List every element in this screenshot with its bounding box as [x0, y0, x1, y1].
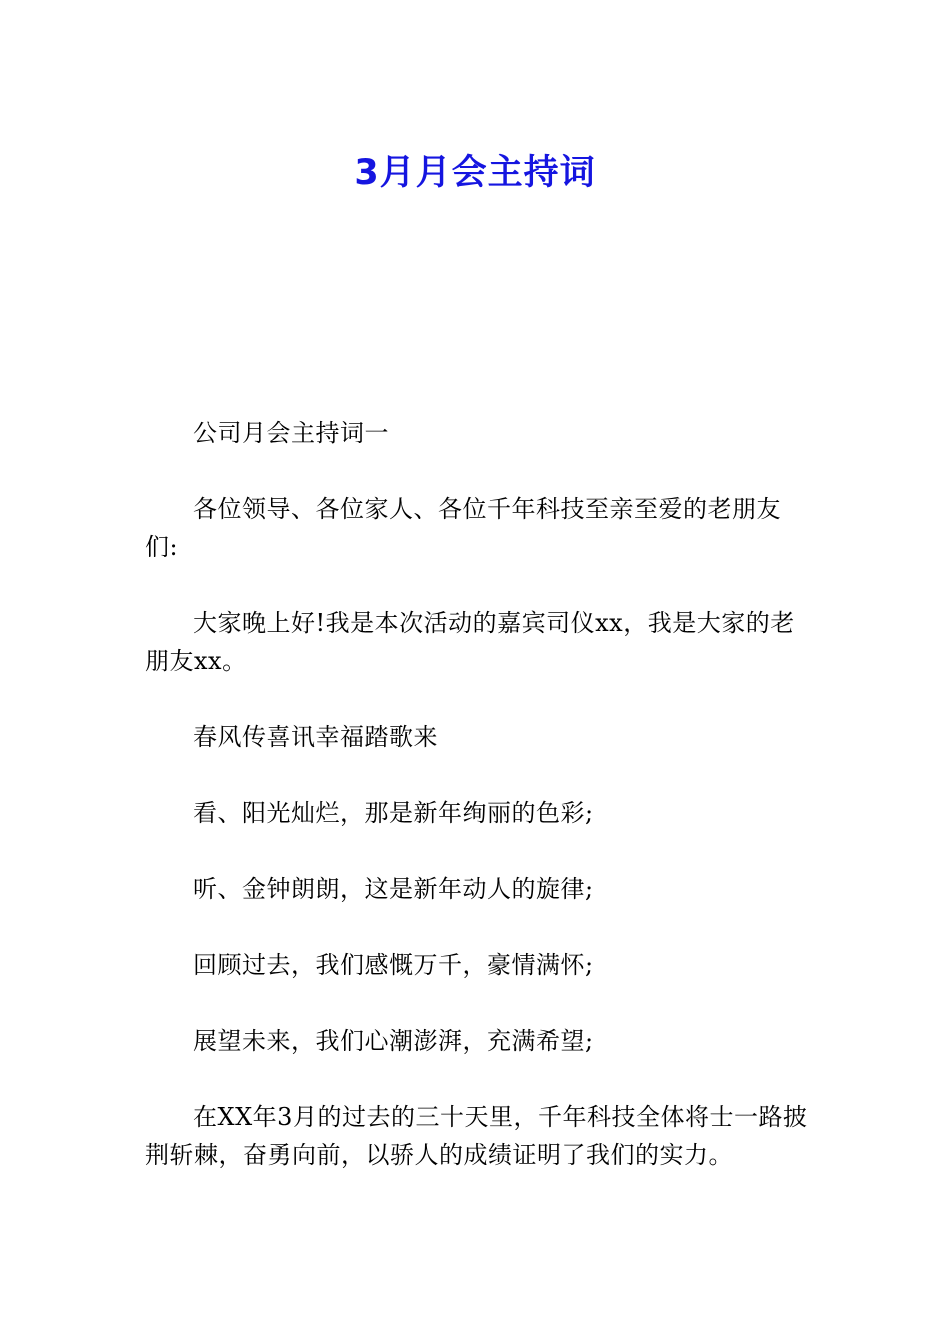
document-body [145, 414, 810, 1212]
paragraph-greeting: 各位领导、各位家人、各位千年科技至亲至爱的老朋友们: [145, 495, 781, 561]
document-title: 3月月会主持词 [354, 153, 596, 194]
paragraph-introduction: 大家晚上好!我是本次活动的嘉宾司仪xx，我是大家的老朋友xx。 [145, 609, 795, 675]
paragraph-heading: 公司月会主持词一 [193, 419, 389, 447]
paragraph-poem-title: 春风传喜讯幸福踏歌来 [193, 723, 438, 751]
paragraph-line-2: 听、金钟朗朗，这是新年动人的旋律; [193, 875, 594, 903]
paragraph-line-4: 展望未来，我们心潮澎湃，充满希望; [193, 1027, 594, 1055]
paragraph-summary: 在XX年3月的过去的三十天里，千年科技全体将士一路披荆斩棘，奋勇向前，以骄人的成绩证明了我们的实力。 [145, 1103, 808, 1169]
paragraph-line-3: 回顾过去，我们感慨万千，豪情满怀; [193, 951, 594, 979]
paragraph-line-1: 看、阳光灿烂，那是新年绚丽的色彩; [193, 799, 594, 827]
